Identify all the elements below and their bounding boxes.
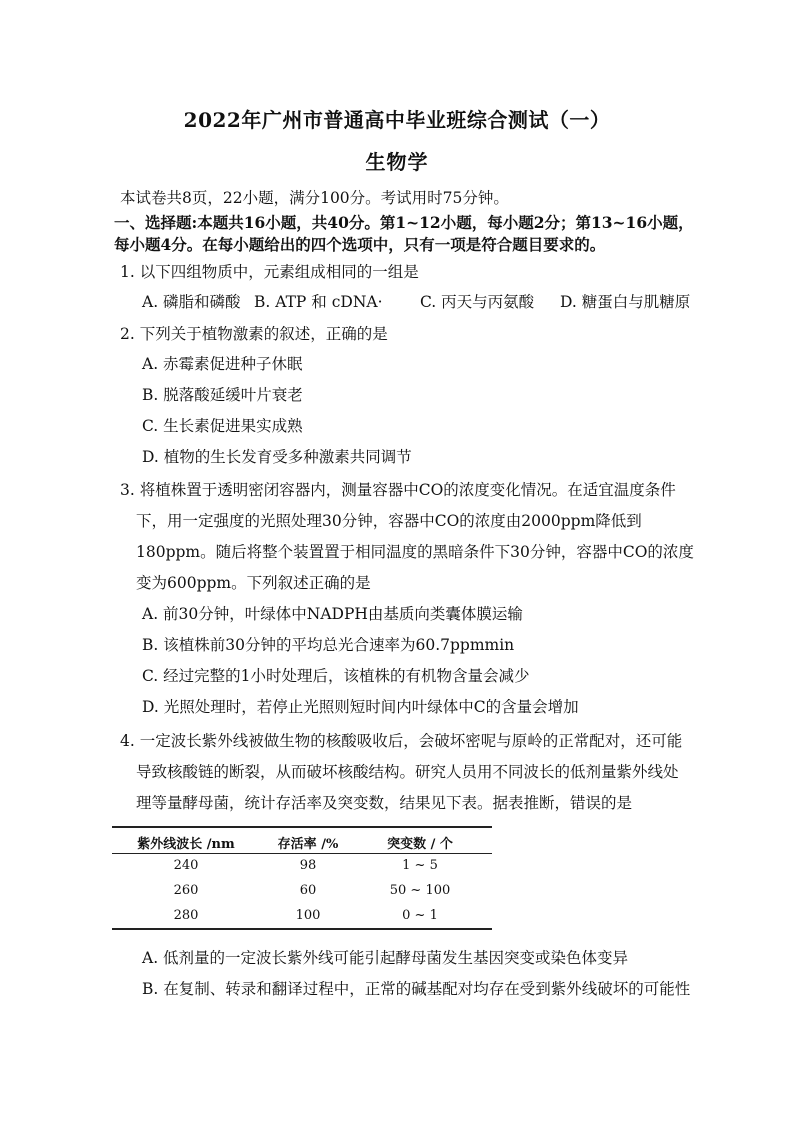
q1-options xyxy=(142,290,702,310)
q4-option-a: A. 低剂量的一定波长紫外线可能引起酵母菌发生基因突变或染色体变异 xyxy=(142,949,629,967)
q3-option-a: A. 前30分钟，叶绿体中NADPH由基质向类囊体膜运输 xyxy=(142,605,523,623)
q3-option-d: D. 光照处理时，若停止光照则短时间内叶绿体中C的含量会增加 xyxy=(142,698,579,716)
q3-stem-line-1: 3. 将植株置于透明密闭容器内，测量容器中CO的浓度变化情况。在适宜温度条件 xyxy=(120,481,676,499)
intro-text: 本试卷共8页，22小题，满分100分。考试用时75分钟。 xyxy=(120,189,509,207)
q1-option-b: B. ATP 和 cDNA· xyxy=(254,293,383,311)
q1-stem: 1. 以下四组物质中，元素组成相同的一组是 xyxy=(120,263,419,281)
table-cell: 280 xyxy=(173,908,199,923)
q3-stem-line-4: 变为600ppm。下列叙述正确的是 xyxy=(136,574,371,592)
table-cell: 50 ~ 100 xyxy=(389,883,451,898)
table-header-rule xyxy=(112,853,492,854)
q4-stem-line-3: 理等量酵母菌，统计存活率及突变数，结果见下表。据表推断，错误的是 xyxy=(136,794,633,812)
q2-stem: 2. 下列关于植物激素的叙述，正确的是 xyxy=(120,325,388,343)
exam-title: 2022年广州市普通高中毕业班综合测试（一） xyxy=(183,108,611,132)
q2-option-b: B. 脱落酸延缓叶片衰老 xyxy=(142,386,303,404)
subject-title: 生物学 xyxy=(365,150,429,174)
table-cell: 98 xyxy=(299,858,317,873)
table-cell: 60 xyxy=(299,883,317,898)
table-top-rule xyxy=(112,826,492,828)
q3-option-c: C. 经过完整的1小时处理后，该植株的有机物含量会减少 xyxy=(142,667,530,685)
table-cell: 100 xyxy=(295,908,321,923)
table-cell: 0 ~ 1 xyxy=(402,908,438,923)
table-header-wavelength: 紫外线波长 /nm xyxy=(137,837,235,852)
section-heading-line-1: 一、选择题:本题共16小题，共40分。第1~12小题，每小题2分；第13~16小题， xyxy=(114,213,694,232)
q2-option-d: D. 植物的生长发育受多种激素共同调节 xyxy=(142,448,412,466)
table-cell: 260 xyxy=(173,883,199,898)
q1-option-c: C. 丙天与丙氨酸 xyxy=(420,293,535,311)
q3-stem-line-3: 180ppm。随后将整个装置置于相同温度的黑暗条件下30分钟，容器中CO的浓度 xyxy=(136,543,694,561)
q1-option-a: A. 磷脂和磷酸 xyxy=(142,293,241,311)
section-heading-line-2: 每小题4分。在每小题给出的四个选项中，只有一项是符合题目要求的。 xyxy=(114,235,606,254)
table-bottom-rule xyxy=(112,928,492,930)
table-cell: 1 ~ 5 xyxy=(402,858,438,873)
q4-stem-line-2: 导致核酸链的断裂，从而破坏核酸结构。研究人员用不同波长的低剂量紫外线处 xyxy=(136,763,679,781)
q3-option-b: B. 该植株前30分钟的平均总光合速率为60.7ppmmin xyxy=(142,636,515,654)
table-cell: 240 xyxy=(173,858,199,873)
q1-option-d: D. 糖蛋白与肌糖原 xyxy=(560,293,691,311)
table-header-mutations: 突变数 / 个 xyxy=(387,837,453,852)
q2-option-a: A. 赤霉素促进种子休眠 xyxy=(142,355,303,373)
q4-stem-line-1: 4. 一定波长紫外线被做生物的核酸吸收后，会破坏密呢与原岭的正常配对，还可能 xyxy=(120,732,683,750)
q2-option-c: C. 生长素促进果实成熟 xyxy=(142,417,303,435)
table-header-survival: 存活率 /% xyxy=(277,837,339,852)
q4-option-b: B. 在复制、转录和翻译过程中，正常的碱基配对均存在受到紫外线破坏的可能性 xyxy=(142,980,691,998)
q3-stem-line-2: 下，用一定强度的光照处理30分钟，容器中CO的浓度由2000ppm降低到 xyxy=(136,512,642,530)
